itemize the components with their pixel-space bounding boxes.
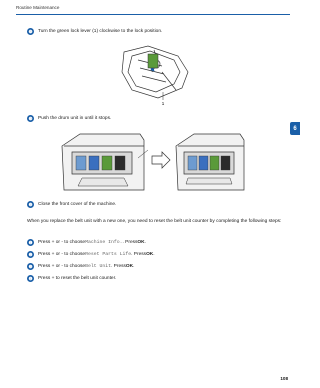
step-lock-lever [27,28,162,35]
step-number: ➒ [28,115,33,121]
menu-option-text: Reset Parts Life [85,251,132,257]
reset-step-2 [27,251,155,258]
key-label: OK [137,239,145,245]
arrow-right-icon [152,152,170,168]
step-number: ➋ [28,251,33,257]
reset-step-1 [27,239,146,246]
drum-unit-illustration [58,128,248,196]
page-header-title: Routine Maintenance [16,5,60,10]
step-text: Turn the green lock lever (1) clockwise to the lock position. [38,28,163,34]
step-number: ➓ [28,201,33,207]
step-text: Press + or - to choose [38,239,86,245]
step-text: Press + to reset the belt unit counter. [38,275,117,281]
step-text: Press + or - to choose [38,263,86,269]
step-text: . Press [110,263,126,269]
reset-counter-intro: When you replace the belt unit with a new one, you need to reset the belt unit counter by completing the following steps: [27,219,282,224]
menu-option-text: Belt Unit [85,263,111,269]
step-number: ➊ [28,239,33,245]
step-text: . [153,251,155,257]
key-label: OK [146,251,154,257]
step-text: Push the drum unit in until it stops. [38,115,112,121]
step-push-drum [27,115,111,122]
green-lock-lever [148,54,158,68]
step-number: ➑ [28,28,33,34]
menu-option-text: Machine Info. [85,239,123,245]
reset-step-4 [27,275,116,282]
step-number: ➌ [28,263,33,269]
callout-label: 1 [161,101,165,106]
step-text: . [144,239,146,245]
step-text: . Press [122,239,138,245]
step-text: Close the front cover of the machine. [38,201,117,207]
step-number: ➍ [28,275,33,281]
step-text: Press + or - to choose [38,251,86,257]
step-text: . [133,263,135,269]
page-number: 108 [280,376,288,381]
reset-step-3 [27,263,134,270]
header-rule [16,14,290,15]
lock-lever-illustration [118,42,192,106]
step-text: . Press [131,251,147,257]
step-close-cover [27,201,116,208]
key-label: OK [125,263,134,269]
chapter-tab: 6 [290,122,300,135]
